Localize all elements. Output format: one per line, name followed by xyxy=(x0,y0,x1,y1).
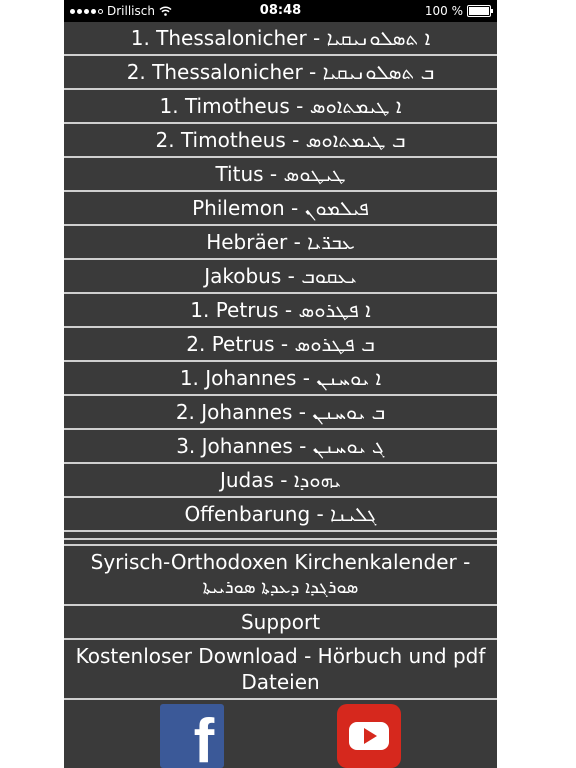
youtube-button[interactable] xyxy=(337,704,401,768)
battery-icon xyxy=(467,5,491,17)
church-calendar-item[interactable] xyxy=(64,546,497,606)
social-links xyxy=(64,700,497,768)
book-item[interactable]: 2. Thessalonicher - ܒ ܬܣܠܘܢܝܩܝܐ xyxy=(64,56,497,90)
section-divider xyxy=(64,532,497,540)
book-item[interactable]: 2. Petrus - ܒ ܦܛܪܘܣ xyxy=(64,328,497,362)
app-screen xyxy=(64,0,497,768)
book-item[interactable]: Offenbarung - ܓܠܝܢܐ xyxy=(64,498,497,532)
calendar-syriac-title: ܣܘܪܓܕܐ ܕܥܕܬܐ ܣܘܪܝܝܬܐ xyxy=(202,577,359,598)
book-item[interactable]: 2. Johannes - ܒ ܝܘܚܢܢ xyxy=(64,396,497,430)
book-item[interactable]: 2. Timotheus - ܒ ܛܝܡܬܐܘܣ xyxy=(64,124,497,158)
book-item[interactable]: 1. Timotheus - ܐ ܛܝܡܬܐܘܣ xyxy=(64,90,497,124)
facebook-button[interactable] xyxy=(160,704,224,768)
book-item[interactable]: Hebräer - ܥܒܪ̈ܝܐ xyxy=(64,226,497,260)
status-bar xyxy=(64,0,497,22)
download-item[interactable] xyxy=(64,640,497,700)
book-item[interactable]: Titus - ܛܝܛܘܣ xyxy=(64,158,497,192)
battery-info xyxy=(425,4,491,18)
book-item[interactable]: 3. Johannes - ܓ ܝܘܚܢܢ xyxy=(64,430,497,464)
carrier-name: Drillisch xyxy=(107,4,155,18)
clock: 08:48 xyxy=(259,3,302,18)
book-item[interactable]: Philemon - ܦܝܠܡܘܢ xyxy=(64,192,497,226)
book-item[interactable]: 1. Johannes - ܐ ܝܘܚܢܢ xyxy=(64,362,497,396)
book-item[interactable]: 1. Petrus - ܐ ܦܛܪܘܣ xyxy=(64,294,497,328)
download-label: Kostenloser Download - Hörbuch und pdf Dateien xyxy=(75,644,486,694)
book-item[interactable]: Jakobus - ܝܥܩܘܒ xyxy=(64,260,497,294)
facebook-icon: f xyxy=(193,707,215,768)
battery-percentage: 100 % xyxy=(424,4,463,18)
book-item[interactable]: 1. Thessalonicher - ܐ ܬܣܠܘܢܝܩܝܐ xyxy=(64,22,497,56)
book-list xyxy=(64,22,497,532)
book-item[interactable]: Judas - ܝܗܘܕܐ xyxy=(64,464,497,498)
support-item[interactable] xyxy=(64,606,497,640)
support-label: Support xyxy=(240,610,321,634)
calendar-title: Syrisch-Orthodoxen Kirchenkalender - xyxy=(90,550,471,574)
youtube-icon xyxy=(349,722,389,750)
